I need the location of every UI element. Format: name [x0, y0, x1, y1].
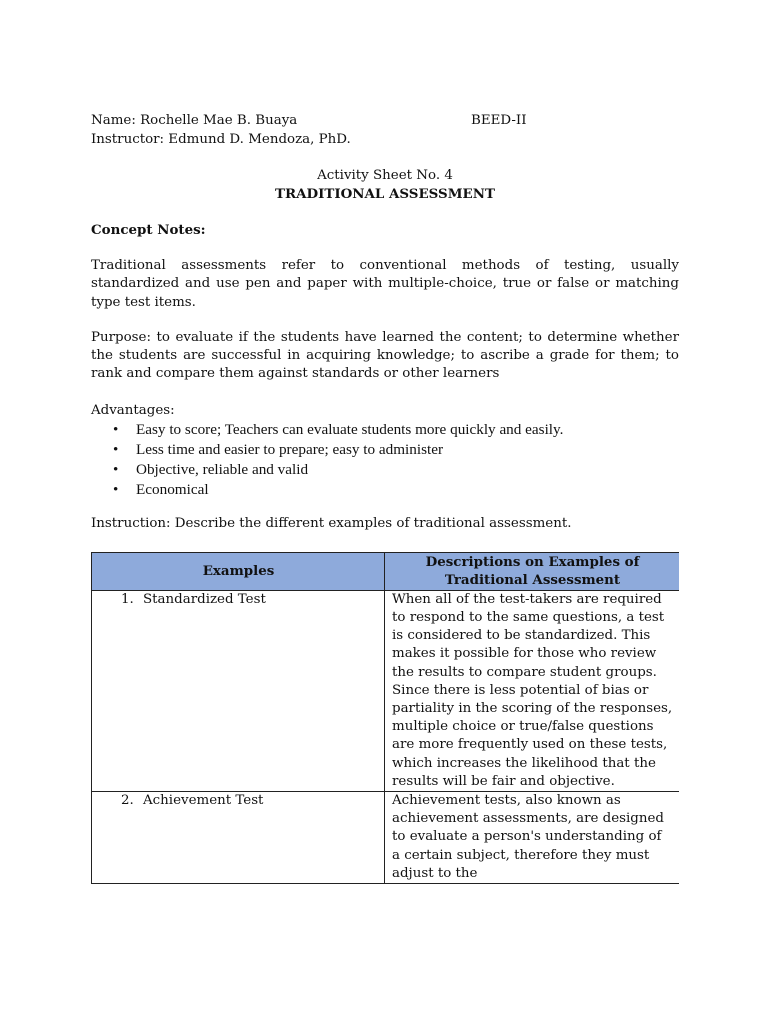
description-cell: Achievement tests, also known as achievement assessments, are designed to evaluate a person's understanding of a certain subject, therefore they must adjust to the — [385, 792, 680, 884]
list-item: • Economical — [113, 480, 209, 498]
examples-table — [91, 552, 679, 884]
advantages-list — [91, 420, 679, 500]
description-cell: When all of the test-takers are required to respond to the same questions, a test is considered to be standardized. This makes it possible for those who review the results to compare student groups. Since there is less potential of bias or partiality in the scoring of the responses, multiple choice or true/false questions are more frequently used on these tests, which increases the likelihood that the results will be fair and objective. — [385, 590, 680, 791]
concept-notes-label: Concept Notes: — [91, 222, 206, 238]
name-row — [91, 111, 679, 130]
example-cell — [92, 792, 385, 884]
instructor-line: Instructor: Edmund D. Mendoza, PhD. — [91, 132, 351, 147]
table-row — [92, 590, 680, 791]
student-name: Name: Rochelle Mae B. Buaya — [91, 113, 298, 128]
example-name: Achievement Test — [143, 793, 264, 809]
list-item: • Objective, reliable and valid — [113, 460, 309, 478]
instruction-line: Instruction: Describe the different examples of traditional assessment. — [91, 515, 572, 531]
course-label: BEED-II — [471, 113, 527, 128]
purpose-paragraph: Purpose: to evaluate if the students have learned the content; to determine whether the students are successful in acquiring knowledge; to ascribe a grade for them; to rank and compare them against standards or other learners — [91, 329, 679, 382]
definition-paragraph: Traditional assessments refer to conventional methods of testing, usually standardized and use pen and paper with multiple-choice, true or false or matching type test items. — [91, 258, 679, 310]
list-item: • Easy to score; Teachers can evaluate students more quickly and easily. — [113, 420, 564, 438]
advantages-label: Advantages: — [91, 402, 175, 418]
table-header-row — [92, 552, 680, 590]
document-page — [91, 111, 679, 902]
example-name: Standardized Test — [143, 591, 266, 607]
document-title: TRADITIONAL ASSESSMENT — [275, 186, 495, 202]
activity-number: Activity Sheet No. 4 — [317, 168, 453, 183]
examples-table-wrapper — [91, 552, 679, 902]
row-number: 2. — [121, 793, 134, 809]
bullet-icon: • — [113, 420, 119, 438]
bullet-icon: • — [113, 440, 119, 458]
list-item: • Less time and easier to prepare; easy to administer — [113, 440, 444, 458]
header-examples: Examples — [92, 552, 385, 590]
bullet-icon: • — [113, 460, 119, 478]
row-number: 1. — [121, 591, 134, 607]
example-cell — [92, 590, 385, 791]
table-row — [92, 792, 680, 884]
header-descriptions: Descriptions on Examples of Traditional Assessment — [385, 552, 680, 590]
bullet-icon: • — [113, 480, 119, 498]
